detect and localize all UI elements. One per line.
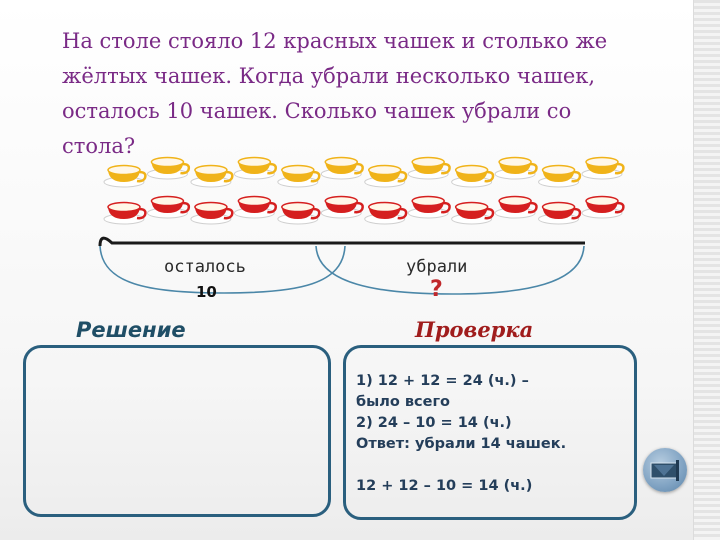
red-cup	[191, 203, 232, 225]
check-line	[356, 455, 656, 476]
right-arc-value: ?	[430, 277, 443, 302]
yellow-cup	[365, 166, 406, 188]
yellow-cup	[191, 166, 232, 188]
yellow-cup	[104, 166, 145, 188]
yellow-cup	[539, 166, 580, 188]
end-navigation-button[interactable]	[643, 448, 687, 492]
red-cup	[495, 197, 536, 219]
yellow-cup	[452, 166, 493, 188]
check-line: Ответ: убрали 14 чашек.	[356, 436, 567, 452]
problem-line: жёлтых чашек. Когда убрали несколько чашек,	[62, 64, 596, 88]
end-arrow-icon	[643, 448, 687, 492]
red-cup	[147, 197, 188, 219]
solution-box	[23, 345, 331, 517]
check-text	[356, 371, 656, 497]
check-line: 12 + 12 – 10 = 14 (ч.)	[356, 478, 533, 494]
check-line: было всего	[356, 394, 451, 410]
yellow-cup	[147, 158, 188, 180]
red-cup	[539, 203, 580, 225]
yellow-cups-row	[104, 158, 623, 188]
yellow-cup	[582, 158, 623, 180]
red-cup	[365, 203, 406, 225]
red-cup	[234, 197, 275, 219]
red-cup	[408, 197, 449, 219]
yellow-cup	[234, 158, 275, 180]
red-cup	[582, 197, 623, 219]
red-cup	[321, 197, 362, 219]
check-line: 1) 12 + 12 = 24 (ч.) –	[356, 373, 529, 389]
yellow-cup	[495, 158, 536, 180]
yellow-cup	[321, 158, 362, 180]
problem-line: осталось 10 чашек. Сколько чашек убрали со	[62, 99, 572, 123]
solution-heading: Решение	[76, 318, 186, 342]
yellow-cup	[408, 158, 449, 180]
left-arc-label: осталось	[164, 257, 246, 277]
red-cup	[104, 203, 145, 225]
problem-line: стола?	[62, 134, 136, 158]
check-line: 2) 24 – 10 = 14 (ч.)	[356, 415, 512, 431]
red-cups-row	[104, 197, 623, 225]
red-cup	[452, 203, 493, 225]
problem-line: На столе стояло 12 красных чашек и столько же	[62, 29, 608, 53]
red-cup	[278, 203, 319, 225]
check-heading: Проверка	[415, 317, 534, 342]
right-arc-label: убрали	[406, 257, 468, 277]
left-arc-value: 10	[196, 283, 217, 301]
bracket-line	[100, 238, 585, 246]
yellow-cup	[278, 166, 319, 188]
